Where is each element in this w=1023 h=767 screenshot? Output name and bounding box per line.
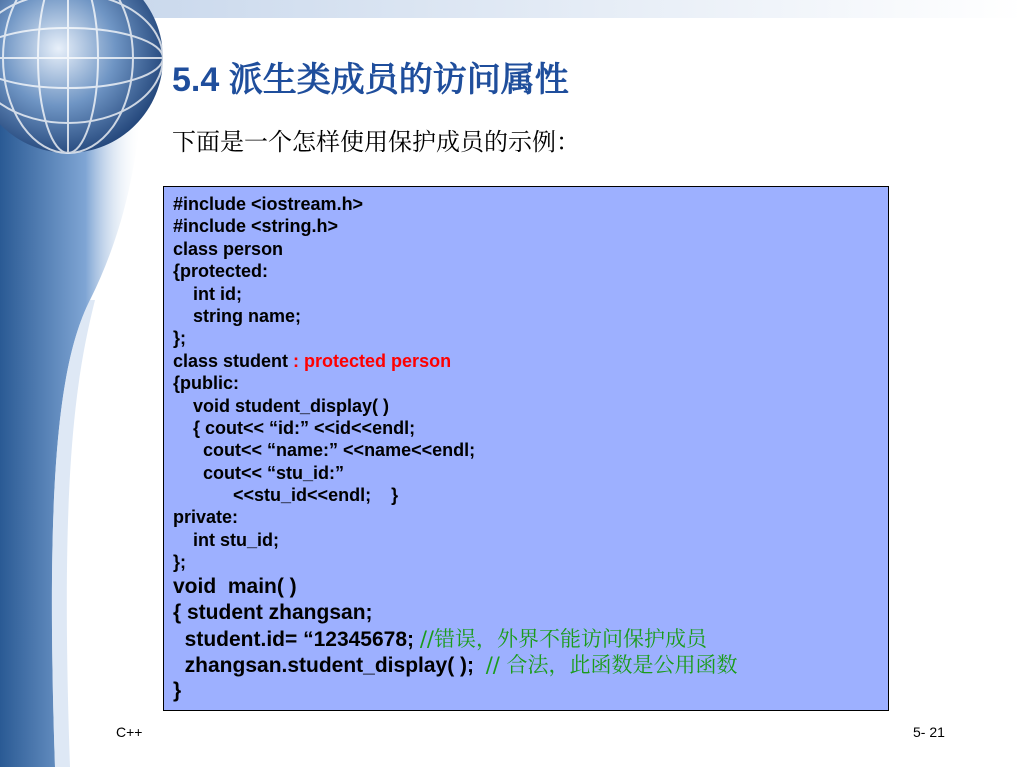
code-comment: //错误，外界不能访问保护成员 [419, 626, 708, 651]
slide-subtitle: 下面是一个怎样使用保护成员的示例： [172, 128, 580, 156]
code-line: private: [173, 507, 239, 528]
top-bar [120, 0, 1023, 18]
slide-title: 5.4 派生类成员的访问属性 [172, 61, 569, 99]
footer-course-label: C++ [116, 724, 143, 740]
code-line: string name; [173, 305, 302, 326]
footer-page-number: 5- 21 [913, 724, 945, 740]
code-text: zhangsan.student_display( ); [173, 653, 486, 677]
code-line [173, 652, 888, 678]
code-text: class student [173, 350, 294, 371]
code-line: { student zhangsan; [173, 600, 373, 624]
code-line: class person [173, 238, 284, 259]
code-line: {protected: [173, 261, 269, 282]
code-line: int stu_id; [173, 529, 279, 550]
code-line: void main( ) [173, 574, 297, 598]
code-keyword-protected: : protected person [293, 350, 452, 371]
code-line: <<stu_id<<endl; } [173, 485, 399, 506]
code-line: { cout<< “id:” <<id<<endl; [173, 417, 416, 438]
code-line: int id; [173, 283, 242, 304]
code-line: }; [173, 552, 186, 573]
code-line: {public: [173, 373, 239, 394]
code-text: student.id= “12345678; [173, 627, 420, 651]
code-line: cout<< “stu_id:” [173, 462, 345, 483]
code-line: cout<< “name:” <<name<<endl; [173, 440, 476, 461]
code-comment: // 合法，此函数是公用函数 [485, 652, 738, 677]
code-line: #include <string.h> [173, 216, 339, 237]
code-line: }; [173, 328, 186, 349]
code-line: } [173, 678, 182, 702]
code-line [173, 350, 888, 372]
code-line [173, 626, 888, 652]
code-line: #include <iostream.h> [173, 194, 364, 214]
code-box [163, 186, 889, 711]
code-line: void student_display( ) [173, 395, 390, 416]
